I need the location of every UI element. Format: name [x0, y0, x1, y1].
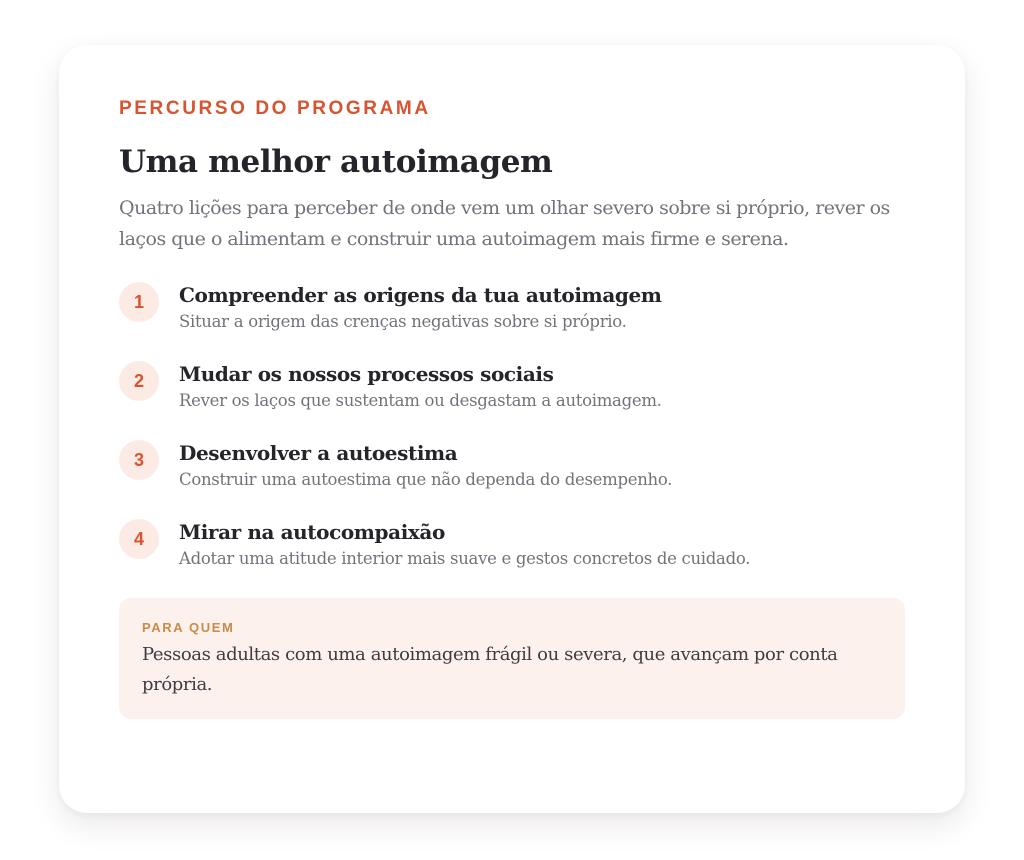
lesson-item-1 — [119, 282, 905, 361]
lesson-description: Adotar uma atitude interior mais suave e gestos concretos de cuidado. — [179, 549, 751, 568]
lesson-title: Compreender as origens da tua autoimagem — [179, 283, 662, 307]
lesson-item-2 — [119, 361, 905, 440]
lesson-title: Mirar na autocompaixão — [179, 520, 445, 544]
lesson-item-4 — [119, 519, 905, 598]
lesson-text — [179, 361, 662, 414]
lesson-number-badge: 2 — [119, 361, 159, 401]
page-title: Uma melhor autoimagem — [119, 144, 553, 180]
intro-text: Quatro lições para perceber de onde vem um olhar severo sobre si próprio, rever os laços que o alimentam e construir uma autoimagem mais firme e serena. — [119, 197, 890, 250]
lesson-number-badge: 1 — [119, 282, 159, 322]
lesson-text — [179, 282, 662, 335]
audience-label: PARA QUEM — [142, 620, 235, 635]
lesson-description: Situar a origem das crenças negativas sobre si próprio. — [179, 312, 627, 331]
lesson-item-3 — [119, 440, 905, 519]
lesson-title: Mudar os nossos processos sociais — [179, 362, 554, 386]
lesson-number-badge: 3 — [119, 440, 159, 480]
lesson-number-badge: 4 — [119, 519, 159, 559]
lesson-description: Construir uma autoestima que não dependa do desempenho. — [179, 470, 673, 489]
lesson-text — [179, 440, 672, 493]
lesson-text — [179, 519, 750, 572]
audience-box — [119, 598, 905, 719]
audience-text: Pessoas adultas com uma autoimagem frágil ou severa, que avançam por conta própria. — [142, 644, 838, 695]
lesson-list — [119, 282, 905, 598]
program-card — [59, 45, 965, 813]
lesson-description: Rever os laços que sustentam ou desgastam a autoimagem. — [179, 391, 662, 410]
eyebrow-label: PERCURSO DO PROGRAMA — [119, 98, 431, 119]
lesson-title: Desenvolver a autoestima — [179, 441, 458, 465]
